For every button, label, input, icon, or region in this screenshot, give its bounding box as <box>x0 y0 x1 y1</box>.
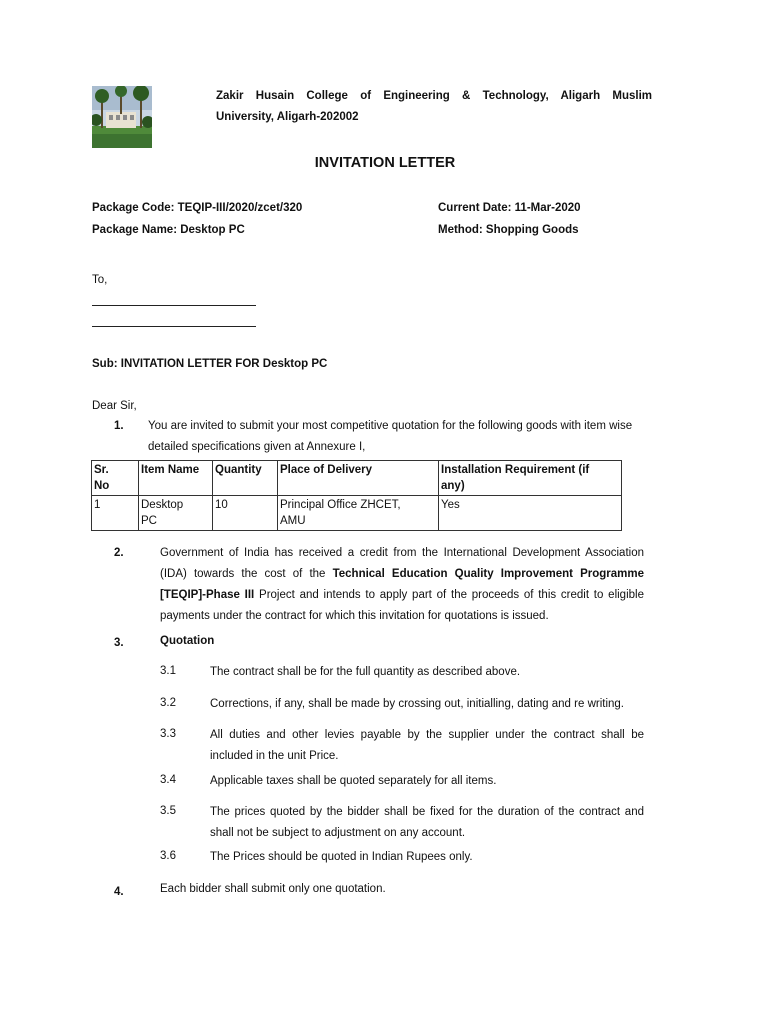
sub-3-3-line-2: included in the unit Price. <box>210 750 339 762</box>
cell-item-name <box>139 496 213 531</box>
item-1-line-2: detailed specifications given at Annexure I, <box>148 441 366 453</box>
col-installation-line-1: Installation Requirement (if <box>441 464 590 476</box>
sub-3-6-number: 3.6 <box>160 850 176 862</box>
sub-3-5-number: 3.5 <box>160 805 176 817</box>
institution-header <box>216 86 652 128</box>
col-item-name: Item Name <box>139 461 213 496</box>
cell-item-name-line-2: PC <box>141 515 157 527</box>
sub-3-2-number: 3.2 <box>160 697 176 709</box>
address-blank-line-2 <box>92 326 256 327</box>
goods-table <box>91 460 622 531</box>
institution-line-2: University, Aligarh-202002 <box>216 111 359 123</box>
col-place-of-delivery: Place of Delivery <box>278 461 439 496</box>
item-3-number: 3. <box>114 637 124 649</box>
sub-3-2-text <box>210 694 650 715</box>
cell-installation: Yes <box>439 496 622 531</box>
college-logo-image <box>92 86 152 148</box>
item-4-number: 4. <box>114 886 124 898</box>
item-2-line-3-b: Project and intends to apply part of the proceeds of this credit to eligible <box>254 589 644 601</box>
sub-3-4-text <box>210 771 644 792</box>
sub-3-6-line-1: The Prices should be quoted in Indian Rupees only. <box>210 851 473 863</box>
col-installation-line-2: any) <box>441 480 465 492</box>
item-4-text: Each bidder shall submit only one quotation. <box>160 883 386 895</box>
subject-line: Sub: INVITATION LETTER FOR Desktop PC <box>92 358 328 370</box>
sub-3-3-text <box>210 725 644 767</box>
cell-place <box>278 496 439 531</box>
item-2-line-3 <box>160 585 644 606</box>
item-2-line-4: payments under the contract for which this invitation for quotations is issued. <box>160 610 549 622</box>
table-row <box>92 496 622 531</box>
sub-3-3-line-1: All duties and other levies payable by the supplier under the contract shall be <box>210 729 644 741</box>
item-1-number: 1. <box>114 420 124 432</box>
sub-3-1-line-1: The contract shall be for the full quantity as described above. <box>210 666 521 678</box>
sub-3-6-text <box>210 847 644 868</box>
cell-place-line-1: Principal Office ZHCET, <box>280 499 401 511</box>
sub-3-5-line-2: shall not be subject to adjustment on any account. <box>210 827 466 839</box>
cell-quantity: 10 <box>213 496 278 531</box>
col-sr-line-1: Sr. <box>94 464 109 476</box>
salutation: Dear Sir, <box>92 400 137 412</box>
package-name: Package Name: Desktop PC <box>92 224 245 236</box>
sub-3-1-text <box>210 662 644 683</box>
quotation-heading: Quotation <box>160 635 215 647</box>
col-installation <box>439 461 622 496</box>
method: Method: Shopping Goods <box>438 224 579 236</box>
item-2-number: 2. <box>114 547 124 559</box>
package-code: Package Code: TEQIP-III/2020/zcet/320 <box>92 202 303 214</box>
institution-line-1: Zakir Husain College of Engineering & Technology, Aligarh Muslim <box>216 90 652 102</box>
col-sr-line-2: No <box>94 480 110 492</box>
item-2-line-2-b: Technical Education Quality Improvement Programme <box>332 568 645 580</box>
sub-3-3-number: 3.3 <box>160 728 176 740</box>
col-sr <box>92 461 139 496</box>
sub-3-5-text <box>210 802 644 844</box>
item-2-line-1: Government of India has received a credit from the International Development Association <box>160 547 644 559</box>
current-date: Current Date: 11-Mar-2020 <box>438 202 581 214</box>
table-header-row <box>92 461 622 496</box>
item-2-line-2 <box>160 564 644 585</box>
item-1-text <box>148 416 653 458</box>
col-quantity: Quantity <box>213 461 278 496</box>
address-to: To, <box>92 274 108 286</box>
sub-3-2-line-1: Corrections, if any, shall be made by crossing out, initialling, dating and re writing. <box>210 698 624 710</box>
item-2-line-3-a: [TEQIP]-Phase III <box>160 589 255 601</box>
sub-3-4-number: 3.4 <box>160 774 176 786</box>
address-blank-line-1 <box>92 305 256 306</box>
cell-sr: 1 <box>94 499 101 511</box>
page-title: INVITATION LETTER <box>314 155 456 171</box>
item-2-line-2-a: (IDA) towards the cost of the <box>160 568 333 580</box>
item-2-text <box>160 543 644 627</box>
cell-place-line-2: AMU <box>280 515 306 527</box>
sub-3-4-line-1: Applicable taxes shall be quoted separately for all items. <box>210 775 497 787</box>
sub-3-5-line-1: The prices quoted by the bidder shall be fixed for the duration of the contract and <box>210 806 644 818</box>
cell-item-name-line-1: Desktop <box>141 499 184 511</box>
sub-3-1-number: 3.1 <box>160 665 176 677</box>
item-1-line-1: You are invited to submit your most competitive quotation for the following goods with item wise <box>148 420 633 432</box>
